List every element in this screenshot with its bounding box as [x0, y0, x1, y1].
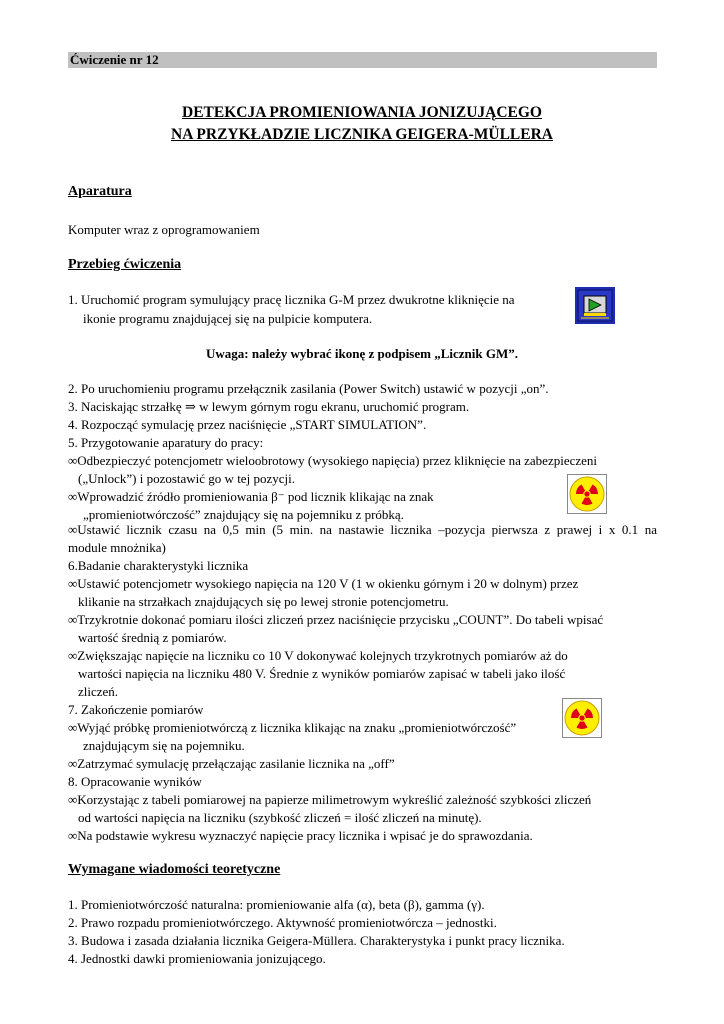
step-8a-line-2: od wartości napięcia na liczniku (szybkość zliczeń = ilość zliczeń na minutę). [78, 810, 482, 825]
step-8b: ∞Na podstawie wykresu wyznaczyć napięcie pracy licznika i wpisać je do sprawozdania. [68, 828, 533, 843]
step-6a-line-2: klikanie na strzałkach znajdujących się po lewej stronie potencjometru. [78, 594, 449, 609]
step-5a-line-2: („Unlock”) i pozostawić go w tej pozycji. [78, 471, 295, 486]
theory-item-1: 1. Promieniotwórczość naturalna: promieniowanie alfa (α), beta (β), gamma (γ). [68, 897, 485, 912]
step-4: 4. Rozpocząć symulację przez naciśnięcie „START SIMULATION”. [68, 417, 427, 432]
step-6b-line-1: ∞Trzykrotnie dokonać pomiaru ilości zliczeń przez naciśnięcie przycisku „COUNT”. Do tabeli wpisać [68, 612, 604, 627]
step-3: 3. Naciskając strzałkę ⇒ w lewym górnym rogu ekranu, uruchomić program. [68, 399, 470, 414]
step-6b-line-2: wartość średnią z pomiarów. [78, 630, 227, 645]
exercise-number: Ćwiczenie nr 12 [70, 52, 159, 67]
step-6a-line-1: ∞Ustawić potencjometr wysokiego napięcia na 120 V (1 w okienku górnym i 20 w dolnym) przez [68, 576, 579, 591]
radiation-icon[interactable] [567, 474, 607, 514]
step-8: 8. Opracowanie wyników [68, 774, 202, 789]
step-2: 2. Po uruchomieniu programu przełącznik zasilania (Power Switch) ustawić w pozycji „on”. [68, 381, 549, 396]
aparatura-text: Komputer wraz z oprogramowaniem [68, 222, 260, 237]
exercise-header-bar [68, 52, 657, 68]
step-5b-line-2: „promieniotwórczość” znajdujący się na pojemniku z próbką. [83, 507, 404, 522]
step-6c-line-1: ∞Zwiększając napięcie na liczniku co 10 V dokonywać kolejnych trzykrotnych pomiarów aż do [68, 648, 568, 663]
step-6: 6.Badanie charakterystyki licznika [68, 558, 249, 573]
step-7a-line-1: ∞Wyjąć próbkę promieniotwórczą z licznika klikając na znaku „promieniotwórczość” [68, 720, 517, 735]
step-6c-line-3: zliczeń. [78, 684, 119, 699]
theory-item-3: 3. Budowa i zasada działania licznika Geigera-Müllera. Charakterystyka i punkt pracy licznika. [68, 933, 565, 948]
step-5a-line-1: ∞Odbezpieczyć potencjometr wieloobrotowy (wysokiego napięcia) przez kliknięcie na zabezpieczeni [68, 453, 598, 468]
step-5b-line-1: ∞Wprowadzić źródło promieniowania β⁻ pod licznik klikając na znak [68, 489, 434, 504]
step-5c-line-2: module mnożnika) [68, 540, 166, 555]
document-title-line-2: NA PRZYKŁADZIE LICZNIKA GEIGERA-MÜLLERA [171, 126, 553, 143]
section-heading-wymagane: Wymagane wiadomości teoretyczne [68, 862, 281, 877]
step-7: 7. Zakończenie pomiarów [68, 702, 204, 717]
step-5: 5. Przygotowanie aparatury do pracy: [68, 435, 264, 450]
section-heading-przebieg: Przebieg ćwiczenia [68, 257, 182, 272]
section-heading-aparatura: Aparatura [68, 184, 132, 199]
important-note: Uwaga: należy wybrać ikonę z podpisem „Licznik GM”. [206, 346, 518, 361]
step-1-line-2: ikonie programu znajdującej się na pulpicie komputera. [83, 311, 373, 326]
step-5c-line-1: ∞Ustawić licznik czasu na 0,5 min (5 min. na nastawie licznika –pozycja pierwsza z prawej i x 0.1 na [68, 522, 657, 537]
step-6c-line-2: wartości napięcia na liczniku 480 V. Średnie z wyników pomiarów zapisać w tabeli jako ilość [78, 666, 566, 681]
theory-item-4: 4. Jednostki dawki promieniowania jonizującego. [68, 951, 326, 966]
step-1-line-1: 1. Uruchomić program symulujący pracę licznika G-M przez dwukrotne kliknięcie na [68, 292, 515, 307]
theory-item-2: 2. Prawo rozpadu promieniotwórczego. Aktywność promieniotwórcza – jednostki. [68, 915, 497, 930]
step-7b: ∞Zatrzymać symulację przełączając zasilanie licznika na „off” [68, 756, 395, 771]
step-8a-line-1: ∞Korzystając z tabeli pomiarowej na papierze milimetrowym wykreślić zależność szybkości zliczeń [68, 792, 592, 807]
document-title-line-1: DETEKCJA PROMIENIOWANIA JONIZUJĄCEGO [182, 104, 542, 121]
step-7a-line-2: znajdującym się na pojemniku. [83, 738, 245, 753]
program-icon[interactable] [575, 287, 615, 324]
radiation-icon[interactable] [562, 698, 602, 738]
